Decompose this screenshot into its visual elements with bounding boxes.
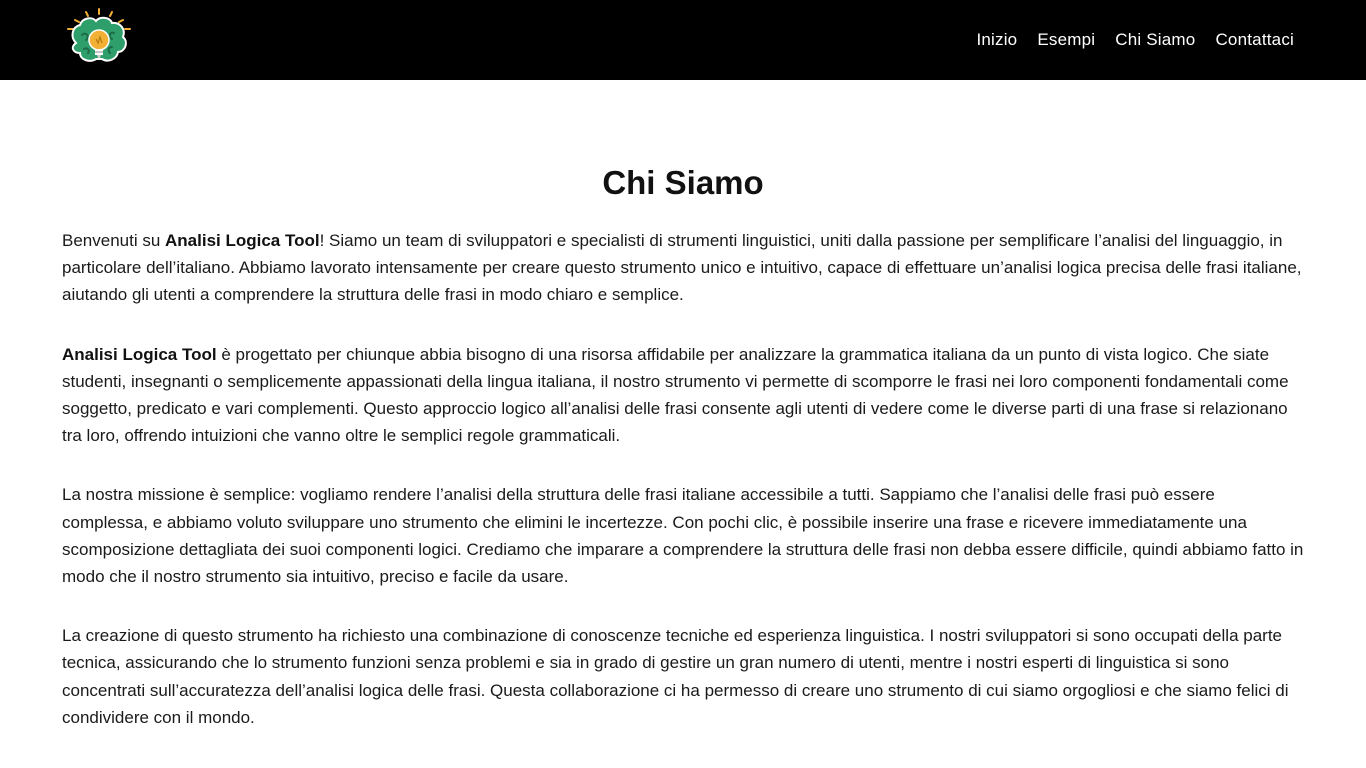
paragraph-mission: La nostra missione è semplice: vogliamo rendere l’analisi della struttura delle frasi italiane accessibile a tutti. Sappiamo che l’analisi delle frasi può essere complessa, e abbiamo voluto sviluppare uno strumento che elimini le incertezze. Con pochi clic, è possibile inserire una frase e ricevere immediatamente una scomposizione dettagliata dei suoi componenti logici. Crediamo che imparare a comprendere la struttura delle frasi non debba essere difficile, quindi abbiamo fatto in modo che il nostro strumento sia intuitivo, preciso e facile da usare. bbox=[62, 485, 1304, 587]
paragraph-purpose-body: è progettato per chiunque abbia bisogno di una risorsa affidabile per analizzare la grammatica italiana da un punto di vista logico. Che siate studenti, insegnanti o semplicemente appassionati della lingua italiana, il nostro strumento vi permette di scomporre le frasi nei loro componenti fondamentali come soggetto, predicato e vari complementi. Questo approccio logico all’analisi delle frasi consente agli utenti di vedere come le diverse parti di una frase si relazionano tra loro, offrendo intuizioni che vanno oltre le semplici regole grammaticali. bbox=[62, 344, 1289, 446]
brain-lightbulb-logo[interactable] bbox=[62, 7, 136, 73]
paragraph-intro-body: ! Siamo un team di sviluppatori e specialisti di strumenti linguistici, uniti dalla passione per semplificare l’analisi del linguaggio, in particolare dell’italiano. Abbiamo lavorato intensamente per creare questo strumento unico e intuitivo, capace di effettuare un’analisi logica precisa delle frasi italiane, aiutando gli utenti a comprendere la struttura delle frasi in modo chiaro e semplice. bbox=[62, 231, 1302, 305]
paragraph-intro-lead: Benvenuti su bbox=[62, 231, 166, 250]
paragraph-creation: La creazione di questo strumento ha richiesto una combinazione di conoscenze tecniche ed esperienza linguistica. I nostri sviluppatori si sono occupati della parte tecnica, assicurando che lo strumento funzioni senza problemi e sia in grado di gestire un gran numero di utenti, mentre i nostri esperti di linguistica si sono concentrati sull’accuratezza dell’analisi logica delle frasi. Questa collaborazione ci ha permesso di creare uno strumento di cui siamo orgogliosi e che siamo felici di condividere con il mondo. bbox=[62, 626, 1289, 727]
nav-link-examples[interactable]: Esempi bbox=[1037, 30, 1096, 49]
page-content bbox=[0, 80, 1366, 731]
paragraph-purpose bbox=[62, 341, 1304, 450]
nav-link-contact[interactable]: Contattaci bbox=[1215, 30, 1294, 49]
brand-name: Analisi Logica Tool bbox=[62, 344, 217, 364]
paragraph-intro bbox=[62, 227, 1304, 309]
nav-link-home[interactable]: Inizio bbox=[976, 30, 1018, 49]
main-nav bbox=[976, 30, 1294, 50]
page-title: Chi Siamo bbox=[602, 164, 764, 201]
nav-link-about[interactable]: Chi Siamo bbox=[1115, 30, 1196, 49]
site-header bbox=[0, 0, 1366, 80]
brand-name: Analisi Logica Tool bbox=[165, 231, 320, 250]
